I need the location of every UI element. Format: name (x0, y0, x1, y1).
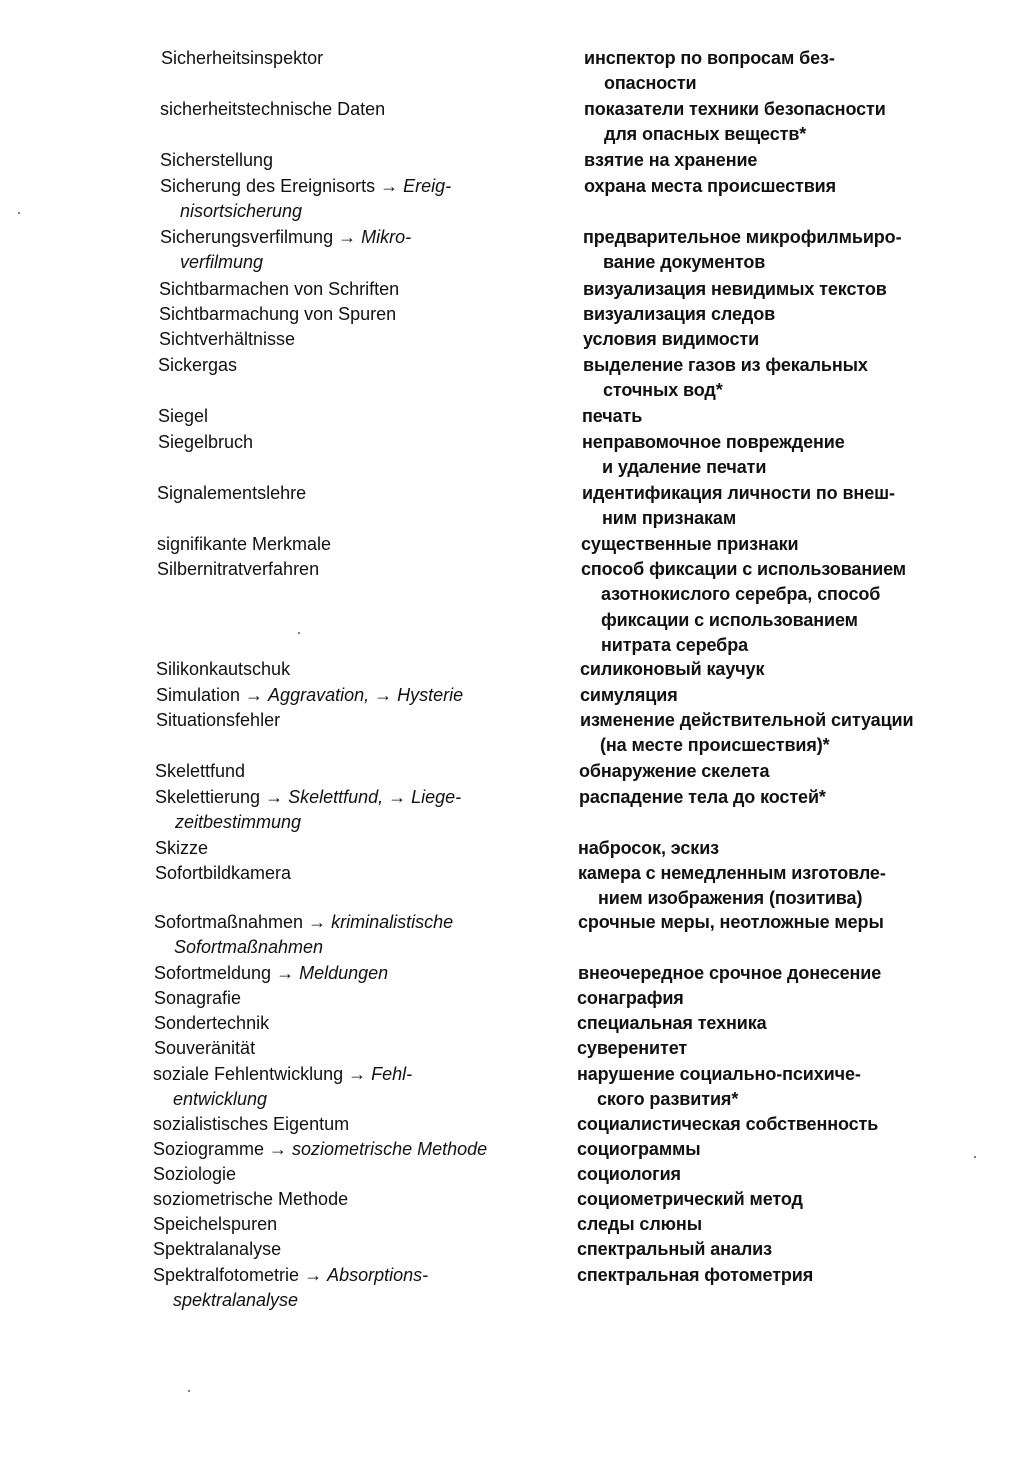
russian-translation (577, 1011, 957, 1036)
term-text: Speichelspuren (153, 1214, 278, 1234)
german-term (153, 1237, 553, 1262)
russian-translation (583, 302, 963, 327)
translation-line: условия видимости (583, 329, 760, 349)
translation-line: социометрический метод (577, 1189, 803, 1209)
russian-translation (583, 327, 963, 352)
translation-line: сонаграфия (577, 988, 684, 1008)
german-term (159, 277, 559, 302)
term-text: Sofortmeldung → (154, 963, 300, 983)
russian-translation (577, 1237, 957, 1262)
german-term (160, 225, 560, 276)
translation-line: и удаление печати (602, 457, 767, 478)
cross-reference: Absorptions- (327, 1265, 429, 1285)
term-text: Sicherheitsinspektor (161, 48, 324, 68)
translation-line: сточных вод* (603, 380, 723, 401)
translation-line: социология (577, 1164, 681, 1184)
term-text: Sonagrafie (154, 988, 242, 1008)
scan-speck (18, 212, 20, 214)
russian-translation (578, 910, 958, 935)
translation-line: следы слюны (577, 1214, 702, 1234)
translation-line: визуализация невидимых текстов (583, 279, 887, 299)
translation-line: опасности (604, 73, 697, 94)
cross-reference: Meldungen (299, 963, 389, 983)
german-term (154, 1011, 554, 1036)
translation-line: нием изображения (позитива) (598, 888, 863, 909)
german-term (154, 1036, 554, 1061)
translation-line: силиконовый каучук (580, 659, 765, 679)
translation-line: взятие на хранение (584, 150, 758, 170)
translation-line: спектральная фотометрия (577, 1265, 814, 1285)
term-text: Skelettfund (155, 761, 246, 781)
german-term (158, 404, 558, 429)
german-term (153, 1187, 553, 1212)
german-term (155, 759, 555, 784)
german-term (154, 961, 554, 986)
russian-translation (577, 1036, 957, 1061)
scan-speck (188, 1390, 190, 1392)
russian-translation (578, 861, 958, 912)
german-term (157, 532, 557, 557)
term-text: Sichtverhältnisse (159, 329, 296, 349)
cross-reference: kriminalistische (331, 912, 454, 932)
cross-reference: zeitbestimmung (175, 812, 302, 833)
term-text: Sicherstellung (160, 150, 274, 170)
term-text: Soziogramme → (153, 1139, 293, 1159)
cross-reference: spektralanalyse (173, 1290, 299, 1311)
russian-translation (583, 225, 963, 276)
german-term (157, 557, 557, 582)
german-term (155, 785, 555, 836)
russian-translation (583, 353, 963, 404)
translation-line: суверенитет (577, 1038, 688, 1058)
translation-line: внеочередное срочное донесение (578, 963, 882, 983)
term-text: sicherheitstechnische Daten (160, 99, 386, 119)
term-text: Sofortmaßnahmen → (154, 912, 332, 932)
translation-line: визуализация следов (583, 304, 776, 324)
translation-line: выделение газов из фекальных (583, 355, 868, 375)
scan-speck (298, 632, 300, 634)
german-term (153, 1162, 553, 1187)
russian-translation (582, 481, 962, 532)
russian-translation (581, 532, 961, 557)
cross-reference: verfilmung (180, 252, 264, 273)
term-text: Silbernitratverfahren (157, 559, 320, 579)
translation-line: ним признакам (602, 508, 737, 529)
translation-line: ского развития* (597, 1089, 739, 1110)
russian-translation (577, 1212, 957, 1237)
russian-translation (581, 557, 961, 658)
term-text: Sondertechnik (154, 1013, 270, 1033)
german-term (155, 836, 555, 861)
russian-translation (577, 1062, 957, 1113)
translation-line: фиксации с использованием (601, 609, 858, 630)
cross-reference: Aggravation, → Hysterie (268, 685, 464, 705)
term-text: Signalementslehre (157, 483, 307, 503)
translation-line: предварительное микрофилмьиро- (583, 227, 902, 247)
scan-speck (974, 1156, 976, 1158)
russian-translation (577, 1187, 957, 1212)
translation-line: вание документов (603, 252, 766, 273)
term-text: Sofortbildkamera (155, 863, 292, 883)
german-term (154, 986, 554, 1011)
russian-translation (580, 657, 960, 682)
term-text: soziometrische Methode (153, 1189, 349, 1209)
term-text: soziale Fehlentwicklung → (153, 1064, 372, 1084)
term-text: sozialistisches Eigentum (153, 1114, 350, 1134)
german-term (158, 353, 558, 378)
translation-line: спектральный анализ (577, 1239, 772, 1259)
russian-translation (577, 1263, 957, 1288)
term-text: signifikante Merkmale (157, 534, 332, 554)
translation-line: специальная техника (577, 1013, 767, 1033)
translation-line: социалистическая собственность (577, 1114, 879, 1134)
translation-line: печать (582, 406, 643, 426)
russian-translation (584, 148, 964, 173)
cross-reference: nisortsicherung (180, 201, 303, 222)
german-term (159, 327, 559, 352)
russian-translation (577, 1112, 957, 1137)
translation-line: для опасных веществ* (604, 124, 807, 145)
term-text: Sicherung des Ereignisorts → (160, 176, 404, 196)
translation-line: неправомочное повреждение (582, 432, 845, 452)
german-term (159, 302, 559, 327)
term-text: Spektralanalyse (153, 1239, 282, 1259)
german-term (158, 430, 558, 455)
term-text: Spektralfotometrie → (153, 1265, 328, 1285)
term-text: Silikonkautschuk (156, 659, 291, 679)
german-term (160, 97, 560, 122)
russian-translation (580, 708, 960, 759)
translation-line: показатели техники безопасности (584, 99, 886, 119)
translation-line: камера с немедленным изготовле- (578, 863, 886, 883)
russian-translation (579, 785, 959, 810)
cross-reference: soziometrische Methode (292, 1139, 488, 1159)
russian-translation (584, 46, 964, 97)
cross-reference: Skelettfund, → Liege- (288, 787, 462, 807)
term-text: Situationsfehler (156, 710, 281, 730)
term-text: Sickergas (158, 355, 238, 375)
cross-reference: entwicklung (173, 1089, 268, 1110)
cross-reference: Fehl- (371, 1064, 413, 1084)
term-text: Souveränität (154, 1038, 256, 1058)
russian-translation (577, 1162, 957, 1187)
german-term (154, 910, 554, 961)
german-term (156, 708, 556, 733)
cross-reference: Ereig- (403, 176, 452, 196)
translation-line: нарушение социально-психиче- (577, 1064, 861, 1084)
german-term (156, 657, 556, 682)
translation-line: срочные меры, неотложные меры (578, 912, 884, 932)
term-text: Siegelbruch (158, 432, 254, 452)
cross-reference: Sofortmaßnahmen (174, 937, 324, 958)
translation-line: распадение тела до костей* (579, 787, 826, 807)
german-term (160, 148, 560, 173)
german-term (155, 861, 555, 886)
term-text: Skelettierung → (155, 787, 289, 807)
translation-line: (на месте происшествия)* (600, 735, 830, 756)
translation-line: изменение действительной ситуации (580, 710, 914, 730)
german-term (161, 46, 561, 71)
translation-line: охрана места происшествия (584, 176, 837, 196)
german-term (153, 1263, 553, 1314)
translation-line: симуляция (580, 685, 678, 705)
russian-translation (578, 836, 958, 861)
translation-line: обнаружение скелета (579, 761, 770, 781)
term-text: Simulation → (156, 685, 269, 705)
translation-line: инспектор по вопросам без- (584, 48, 835, 68)
german-term (160, 174, 560, 225)
term-text: Siegel (158, 406, 209, 426)
russian-translation (582, 430, 962, 481)
translation-line: способ фиксации с использованием (581, 559, 906, 579)
german-term (153, 1137, 553, 1162)
german-term (153, 1112, 553, 1137)
russian-translation (582, 404, 962, 429)
cross-reference: Mikro- (361, 227, 412, 247)
translation-line: социограммы (577, 1139, 701, 1159)
russian-translation (583, 277, 963, 302)
german-term (153, 1212, 553, 1237)
russian-translation (577, 1137, 957, 1162)
term-text: Sichtbarmachung von Spuren (159, 304, 397, 324)
term-text: Soziologie (153, 1164, 237, 1184)
term-text: Sichtbarmachen von Schriften (159, 279, 400, 299)
term-text: Skizze (155, 838, 209, 858)
translation-line: идентификация личности по внеш- (582, 483, 895, 503)
russian-translation (579, 759, 959, 784)
russian-translation (580, 683, 960, 708)
german-term (153, 1062, 553, 1113)
russian-translation (584, 174, 964, 199)
russian-translation (578, 961, 958, 986)
term-text: Sicherungsverfilmung → (160, 227, 362, 247)
russian-translation (584, 97, 964, 148)
translation-line: нитрата серебра (601, 634, 749, 655)
german-term (156, 683, 556, 708)
translation-line: существенные признаки (581, 534, 799, 554)
german-term (157, 481, 557, 506)
russian-translation (577, 986, 957, 1011)
translation-line: азотнокислого серебра, способ (601, 584, 881, 605)
translation-line: набросок, эскиз (578, 838, 720, 858)
